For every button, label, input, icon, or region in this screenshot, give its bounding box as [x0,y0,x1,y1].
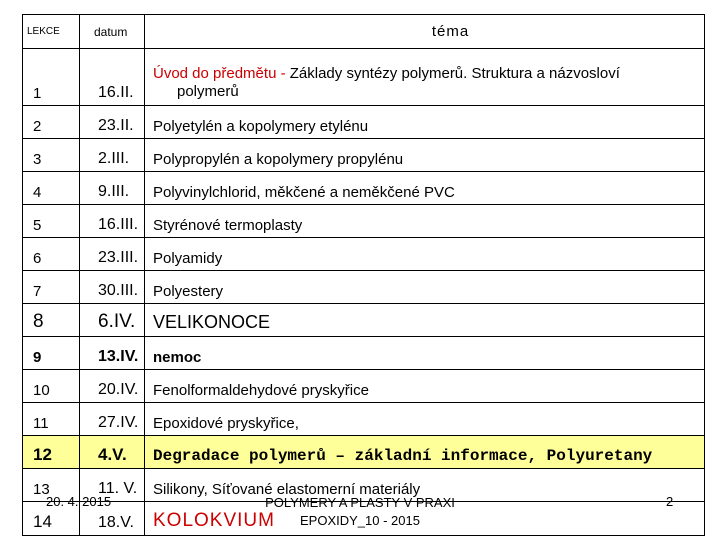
lesson-date: 23.II. [80,106,145,139]
lesson-topic: Styrénové termoplasty [145,205,705,238]
topic-intro-red: Úvod do předmětu [153,65,277,82]
lesson-topic: Silikony, Síťované elastomerní materiály [145,469,705,502]
table-row [23,172,705,205]
lesson-date: 9.III. [80,172,145,205]
footer-title-line2: EPOXIDY_10 - 2015 [300,513,420,528]
lesson-date: 20.IV. [80,370,145,403]
table-row [23,238,705,271]
lesson-number: 14 [23,502,80,536]
table-row-holiday [23,304,705,337]
lesson-number: 6 [23,238,80,271]
table-row [23,403,705,436]
lesson-date: 18.V. [80,502,145,536]
table-row-highlighted [23,436,705,469]
lesson-number: 5 [23,205,80,238]
lesson-topic-kolokvium: KOLOKVIUM [145,502,705,536]
lesson-topic: Fenolformaldehydové pryskyřice [145,370,705,403]
lesson-topic: nemoc [145,337,705,370]
lesson-number: 9 [23,337,80,370]
lesson-topic: Degradace polymerů – základní informace, Polyuretany [145,436,705,469]
lesson-topic: Polyestery [145,271,705,304]
lesson-date: 11. V. [80,469,145,502]
lesson-number: 3 [23,139,80,172]
lesson-topic [145,49,705,106]
table-row [23,205,705,238]
header-tema: téma [145,15,705,49]
lesson-number: 11 [23,403,80,436]
lesson-number: 13 [23,469,80,502]
header-datum: datum [80,15,145,49]
footer-title-line1: POLYMERY A PLASTY V PRAXI [265,495,455,510]
table-row [23,106,705,139]
lesson-date: 16.III. [80,205,145,238]
lesson-topic: VELIKONOCE [145,304,705,337]
page-number: 2 [666,494,674,509]
table-row-cancelled [23,337,705,370]
lesson-number: 1 [23,49,80,106]
lesson-date: 23.III. [80,238,145,271]
footer-date: 20. 4. 2015 [46,494,112,509]
table-row [23,271,705,304]
lesson-topic: Polypropylén a kopolymery propylénu [145,139,705,172]
table-header-row [23,15,705,49]
lesson-number: 2 [23,106,80,139]
lesson-schedule-table [22,14,705,536]
lesson-number: 7 [23,271,80,304]
lesson-date: 4.V. [80,436,145,469]
lesson-date: 16.II. [80,49,145,106]
lesson-topic: Polyamidy [145,238,705,271]
lesson-topic: Epoxidové pryskyřice, [145,403,705,436]
topic-text: Základy syntézy polymerů. Struktura a názvosloví [289,65,620,82]
lesson-topic: Polyetylén a kopolymery etylénu [145,106,705,139]
lesson-date: 27.IV. [80,403,145,436]
lesson-date: 2.III. [80,139,145,172]
lesson-number: 10 [23,370,80,403]
lesson-date: 6.IV. [80,304,145,337]
lesson-date: 13.IV. [80,337,145,370]
lesson-number: 12 [23,436,80,469]
lesson-date: 30.III. [80,271,145,304]
table-row [23,49,705,106]
lesson-topic: Polyvinylchlorid, měkčené a neměkčené PVC [145,172,705,205]
lesson-number: 4 [23,172,80,205]
topic-text-line2: polymerů [177,83,239,100]
table-row [23,370,705,403]
lesson-number: 8 [23,304,80,337]
footer-title [240,494,480,530]
header-lekce: LEKCE [23,15,80,49]
table-row [23,139,705,172]
topic-separator: - [276,65,290,82]
